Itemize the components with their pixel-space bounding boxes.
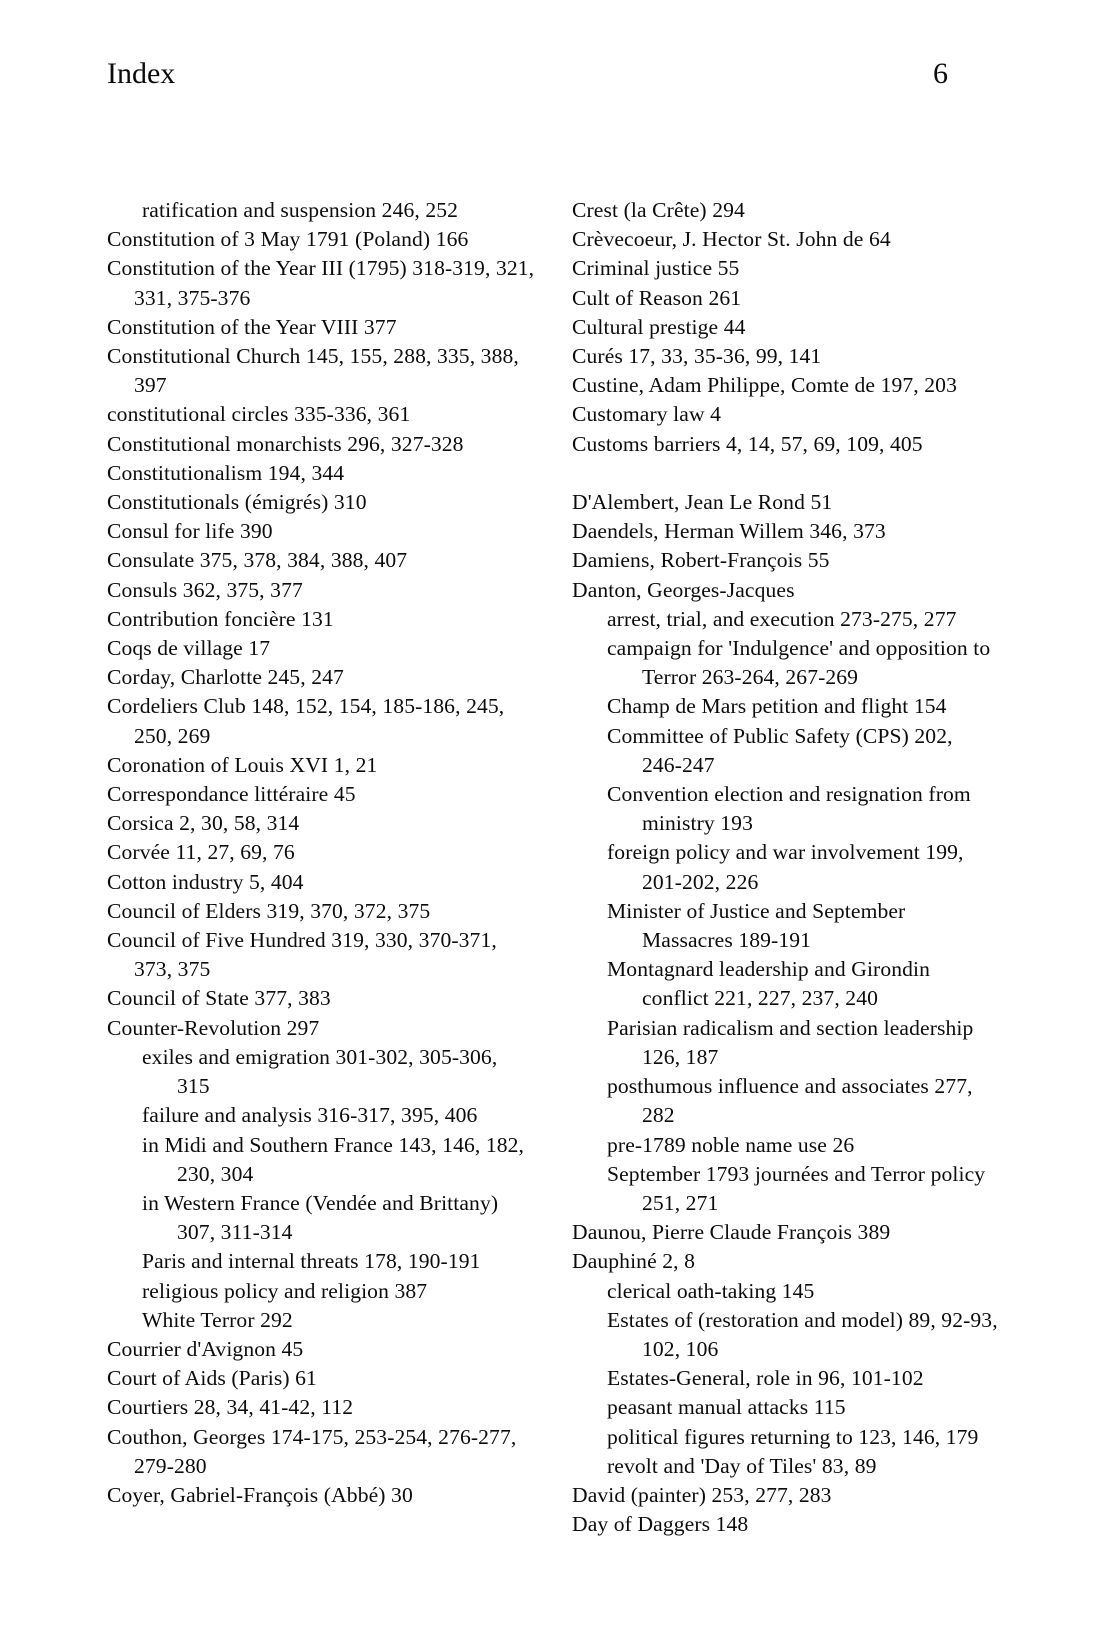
- index-entry-line: Council of Five Hundred 319, 330, 370-371,: [107, 928, 497, 953]
- index-entry-line: White Terror 292: [142, 1307, 293, 1332]
- index-entry-line: Coronation of Louis XVI 1, 21: [107, 752, 378, 777]
- index-entry-line: Danton, Georges-Jacques: [572, 577, 795, 602]
- index-entry-line: Correspondance littéraire 45: [107, 782, 356, 807]
- index-entry-line: peasant manual attacks 115: [607, 1395, 846, 1420]
- index-entry-line: foreign policy and war involvement 199,: [607, 840, 964, 865]
- index-column-left: [107, 196, 557, 1510]
- index-entry-line: Estates-General, role in 96, 101-102: [607, 1366, 924, 1391]
- index-entry-line: Daunou, Pierre Claude François 389: [572, 1220, 891, 1245]
- index-entry-line: Council of Elders 319, 370, 372, 375: [107, 898, 431, 923]
- index-entry-line: 230, 304: [177, 1161, 254, 1186]
- index-entry-line: Estates of (restoration and model) 89, 92-93,: [607, 1307, 998, 1332]
- index-entry-line: Consulate 375, 378, 384, 388, 407: [107, 548, 408, 573]
- index-entry-line: 307, 311-314: [177, 1220, 293, 1245]
- index-entry-line: Cotton industry 5, 404: [107, 869, 304, 894]
- index-entry-line: Consuls 362, 375, 377: [107, 577, 303, 602]
- index-entry-line: Cult of Reason 261: [572, 285, 742, 310]
- index-entry-line: Parisian radicalism and section leadership: [607, 1015, 974, 1040]
- index-entry-line: Customary law 4: [572, 402, 722, 427]
- index-entry-line: 279-280: [134, 1453, 207, 1478]
- blank-line: [572, 459, 1027, 488]
- index-entry-line: Customs barriers 4, 14, 57, 69, 109, 405: [572, 431, 923, 456]
- index-entry-line: Custine, Adam Philippe, Comte de 197, 203: [572, 373, 957, 398]
- index-entry-line: ministry 193: [642, 811, 753, 836]
- index-entry-line: Constitution of the Year III (1795) 318-319, 321,: [107, 256, 535, 281]
- index-entry-line: religious policy and religion 387: [142, 1278, 428, 1303]
- index-entry-line: Dauphiné 2, 8: [572, 1249, 696, 1274]
- index-entry-line: Montagnard leadership and Girondin: [607, 957, 931, 982]
- index-entry-line: Convention election and resignation from: [607, 782, 971, 807]
- index-entry-line: Couthon, Georges 174-175, 253-254, 276-277,: [107, 1424, 517, 1449]
- index-entry-line: Coyer, Gabriel-François (Abbé) 30: [107, 1482, 413, 1507]
- index-entry-line: arrest, trial, and execution 273-275, 277: [607, 606, 957, 631]
- index-entry-line: Curés 17, 33, 35-36, 99, 141: [572, 344, 822, 369]
- index-entry-line: Council of State 377, 383: [107, 986, 331, 1011]
- index-entry-line: Criminal justice 55: [572, 256, 740, 281]
- index-entry-line: exiles and emigration 301-302, 305-306,: [142, 1044, 498, 1069]
- index-entry-line: Day of Daggers 148: [572, 1512, 749, 1537]
- index-entry-line: 282: [642, 1103, 675, 1128]
- index-entry-line: Massacres 189-191: [642, 928, 812, 953]
- index-entry-line: Contribution foncière 131: [107, 606, 334, 631]
- index-entry-line: 250, 269: [134, 723, 211, 748]
- index-entry-line: Counter-Revolution 297: [107, 1015, 320, 1040]
- index-entry-line: 397: [134, 373, 167, 398]
- index-entry-line: D'Alembert, Jean Le Rond 51: [572, 490, 833, 515]
- index-entry-line: Daendels, Herman Willem 346, 373: [572, 519, 886, 544]
- index-entry-line: 331, 375-376: [134, 285, 251, 310]
- index-entry-line: Court of Aids (Paris) 61: [107, 1366, 317, 1391]
- index-entry-line: conflict 221, 227, 237, 240: [642, 986, 879, 1011]
- index-entry-line: 315: [177, 1074, 210, 1099]
- index-entry-line: Crest (la Crête) 294: [572, 198, 745, 222]
- index-entry-line: Constitutionalism 194, 344: [107, 460, 345, 485]
- index-entry-line: David (painter) 253, 277, 283: [572, 1482, 832, 1507]
- index-entry-line: Champ de Mars petition and flight 154: [607, 694, 947, 719]
- page-number: 6: [933, 57, 948, 90]
- index-entry-line: Constitutionals (émigrés) 310: [107, 490, 367, 515]
- index-entry-line: Consul for life 390: [107, 519, 273, 544]
- index-entry-line: pre-1789 noble name use 26: [607, 1132, 855, 1157]
- index-entry-line: Constitution of the Year VIII 377: [107, 314, 397, 339]
- index-entry-line: 373, 375: [134, 957, 211, 982]
- index-entry-line: Coqs de village 17: [107, 636, 271, 661]
- index-entry-line: Crèvecoeur, J. Hector St. John de 64: [572, 227, 891, 252]
- index-entry-line: Corsica 2, 30, 58, 314: [107, 811, 300, 836]
- index-entry-line: revolt and 'Day of Tiles' 83, 89: [607, 1453, 877, 1478]
- index-entry-line: 201-202, 226: [642, 869, 759, 894]
- index-entry-line: Damiens, Robert-François 55: [572, 548, 830, 573]
- running-head: [107, 58, 1000, 96]
- index-entry-line: Minister of Justice and September: [607, 898, 906, 923]
- index-entry-line: 246-247: [642, 752, 715, 777]
- index-entry-line: in Midi and Southern France 143, 146, 182,: [142, 1132, 525, 1157]
- index-entry-line: posthumous influence and associates 277,: [607, 1074, 973, 1099]
- index-entry-line: Constitutional Church 145, 155, 288, 335, 388,: [107, 344, 519, 369]
- index-entry-line: Corday, Charlotte 245, 247: [107, 665, 344, 690]
- index-entry-line: Courtiers 28, 34, 41-42, 112: [107, 1395, 354, 1420]
- index-entry-line: campaign for 'Indulgence' and opposition to: [607, 636, 991, 661]
- index-entry-line: Cultural prestige 44: [572, 314, 746, 339]
- index-entry-line: ratification and suspension 246, 252: [142, 198, 459, 222]
- index-entry-line: clerical oath-taking 145: [607, 1278, 815, 1303]
- index-entry-line: September 1793 journées and Terror policy: [607, 1161, 986, 1186]
- index-column-right: [572, 196, 1027, 1539]
- index-entry-line: in Western France (Vendée and Brittany): [142, 1190, 499, 1215]
- index-entry-line: Courrier d'Avignon 45: [107, 1336, 304, 1361]
- index-entry-line: 126, 187: [642, 1044, 719, 1069]
- index-entry-line: Constitutional monarchists 296, 327-328: [107, 431, 464, 456]
- index-entry-line: 251, 271: [642, 1190, 719, 1215]
- index-entry-line: Cordeliers Club 148, 152, 154, 185-186, 245,: [107, 694, 505, 719]
- index-entry-line: failure and analysis 316-317, 395, 406: [142, 1103, 478, 1128]
- index-entry-line: political figures returning to 123, 146, 179: [607, 1424, 979, 1449]
- index-entry-line: Terror 263-264, 267-269: [642, 665, 859, 690]
- index-entry-line: 102, 106: [642, 1336, 719, 1361]
- index-entry-line: Corvée 11, 27, 69, 76: [107, 840, 295, 865]
- index-entry-line: constitutional circles 335-336, 361: [107, 402, 411, 427]
- index-entry-line: Constitution of 3 May 1791 (Poland) 166: [107, 227, 469, 252]
- index-entry-line: Paris and internal threats 178, 190-191: [142, 1249, 481, 1274]
- index-entry-line: Committee of Public Safety (CPS) 202,: [607, 723, 953, 748]
- page-title: Index: [107, 57, 176, 90]
